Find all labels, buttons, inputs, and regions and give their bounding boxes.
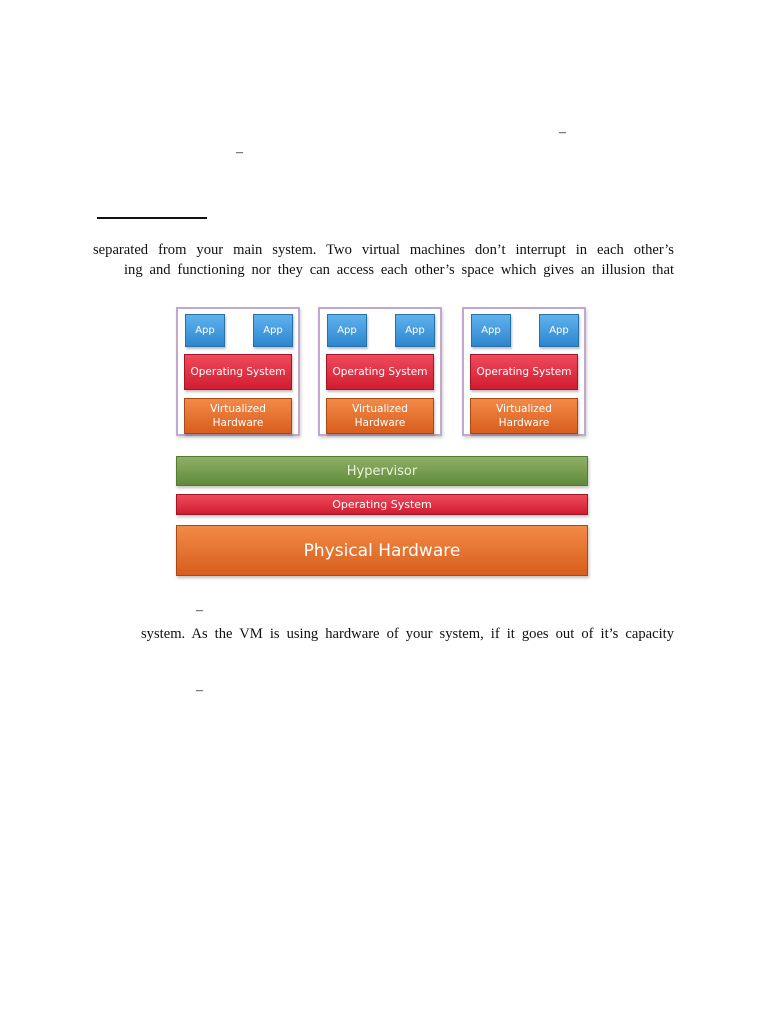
paragraph-line: system. As the VM is using hardware of your system, if it goes out of it’s capacity xyxy=(141,626,674,642)
app-box: App xyxy=(471,314,511,347)
virtual-machine xyxy=(318,307,442,436)
hypervisor-layer: Hypervisor xyxy=(176,456,588,486)
app-box: App xyxy=(395,314,435,347)
dash-mark: – xyxy=(196,603,203,618)
host-os-layer: Operating System xyxy=(176,494,588,515)
virtualized-hardware-box: Virtualized Hardware xyxy=(470,398,578,434)
virtualized-hardware-box: Virtualized Hardware xyxy=(184,398,292,434)
virtual-machine xyxy=(462,307,586,436)
virtual-machine xyxy=(176,307,300,436)
app-box: App xyxy=(253,314,293,347)
heading-underline xyxy=(97,217,207,219)
dash-mark: – xyxy=(196,683,203,698)
guest-os-box: Operating System xyxy=(184,354,292,390)
dash-mark: – xyxy=(236,145,243,160)
paragraph-line: separated from your main system. Two virtual machines don’t interrupt in each other’s xyxy=(93,242,674,258)
app-box: App xyxy=(185,314,225,347)
app-box: App xyxy=(327,314,367,347)
app-box: App xyxy=(539,314,579,347)
virtualization-diagram xyxy=(172,302,594,584)
guest-os-box: Operating System xyxy=(470,354,578,390)
paragraph-line: ing and functioning nor they can access each other’s space which gives an illusion that xyxy=(124,262,674,278)
dash-mark: – xyxy=(559,125,566,140)
virtualized-hardware-box: Virtualized Hardware xyxy=(326,398,434,434)
physical-hardware-layer: Physical Hardware xyxy=(176,525,588,576)
guest-os-box: Operating System xyxy=(326,354,434,390)
